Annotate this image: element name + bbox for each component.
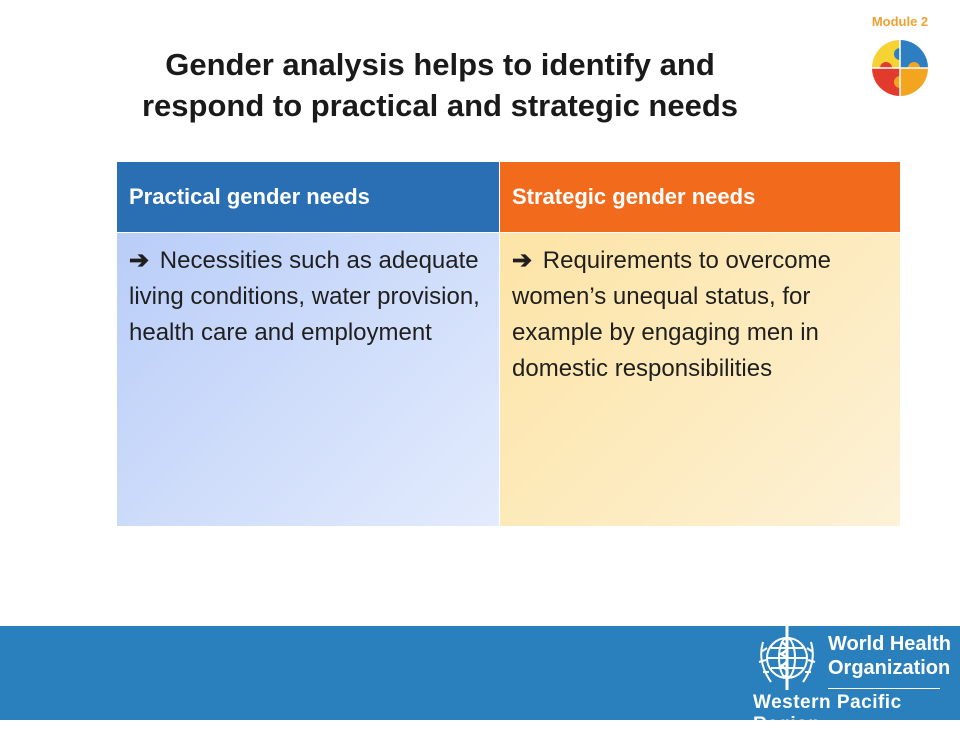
strategic-text: Requirements to overcome women’s unequal status, for example by engaging men in domestic responsibilities (512, 247, 831, 382)
header-strategic: Strategic gender needs (500, 162, 900, 232)
needs-table (117, 162, 900, 526)
who-organization-name (828, 632, 951, 680)
cell-strategic (500, 233, 900, 526)
module-label: Module 2 (871, 14, 929, 29)
module-badge (862, 14, 938, 100)
header-practical: Practical gender needs (117, 162, 499, 232)
org-line-1: World Health (828, 633, 951, 655)
puzzle-icon (870, 34, 930, 98)
practical-text: Necessities such as adequate living conditions, water provision, health care and employment (129, 247, 480, 346)
title-line-1: Gender analysis helps to identify and (165, 47, 715, 82)
who-divider-line (828, 688, 940, 689)
org-line-2: Organization (828, 657, 951, 679)
arrow-right-icon: ➔ (129, 247, 150, 274)
slide-title (80, 44, 800, 126)
arrow-right-icon: ➔ (512, 247, 533, 274)
cell-practical (117, 233, 499, 526)
title-line-2: respond to practical and strategic needs (141, 88, 739, 123)
who-region: Western Pacific Region (753, 692, 902, 735)
who-emblem-icon (751, 622, 823, 694)
